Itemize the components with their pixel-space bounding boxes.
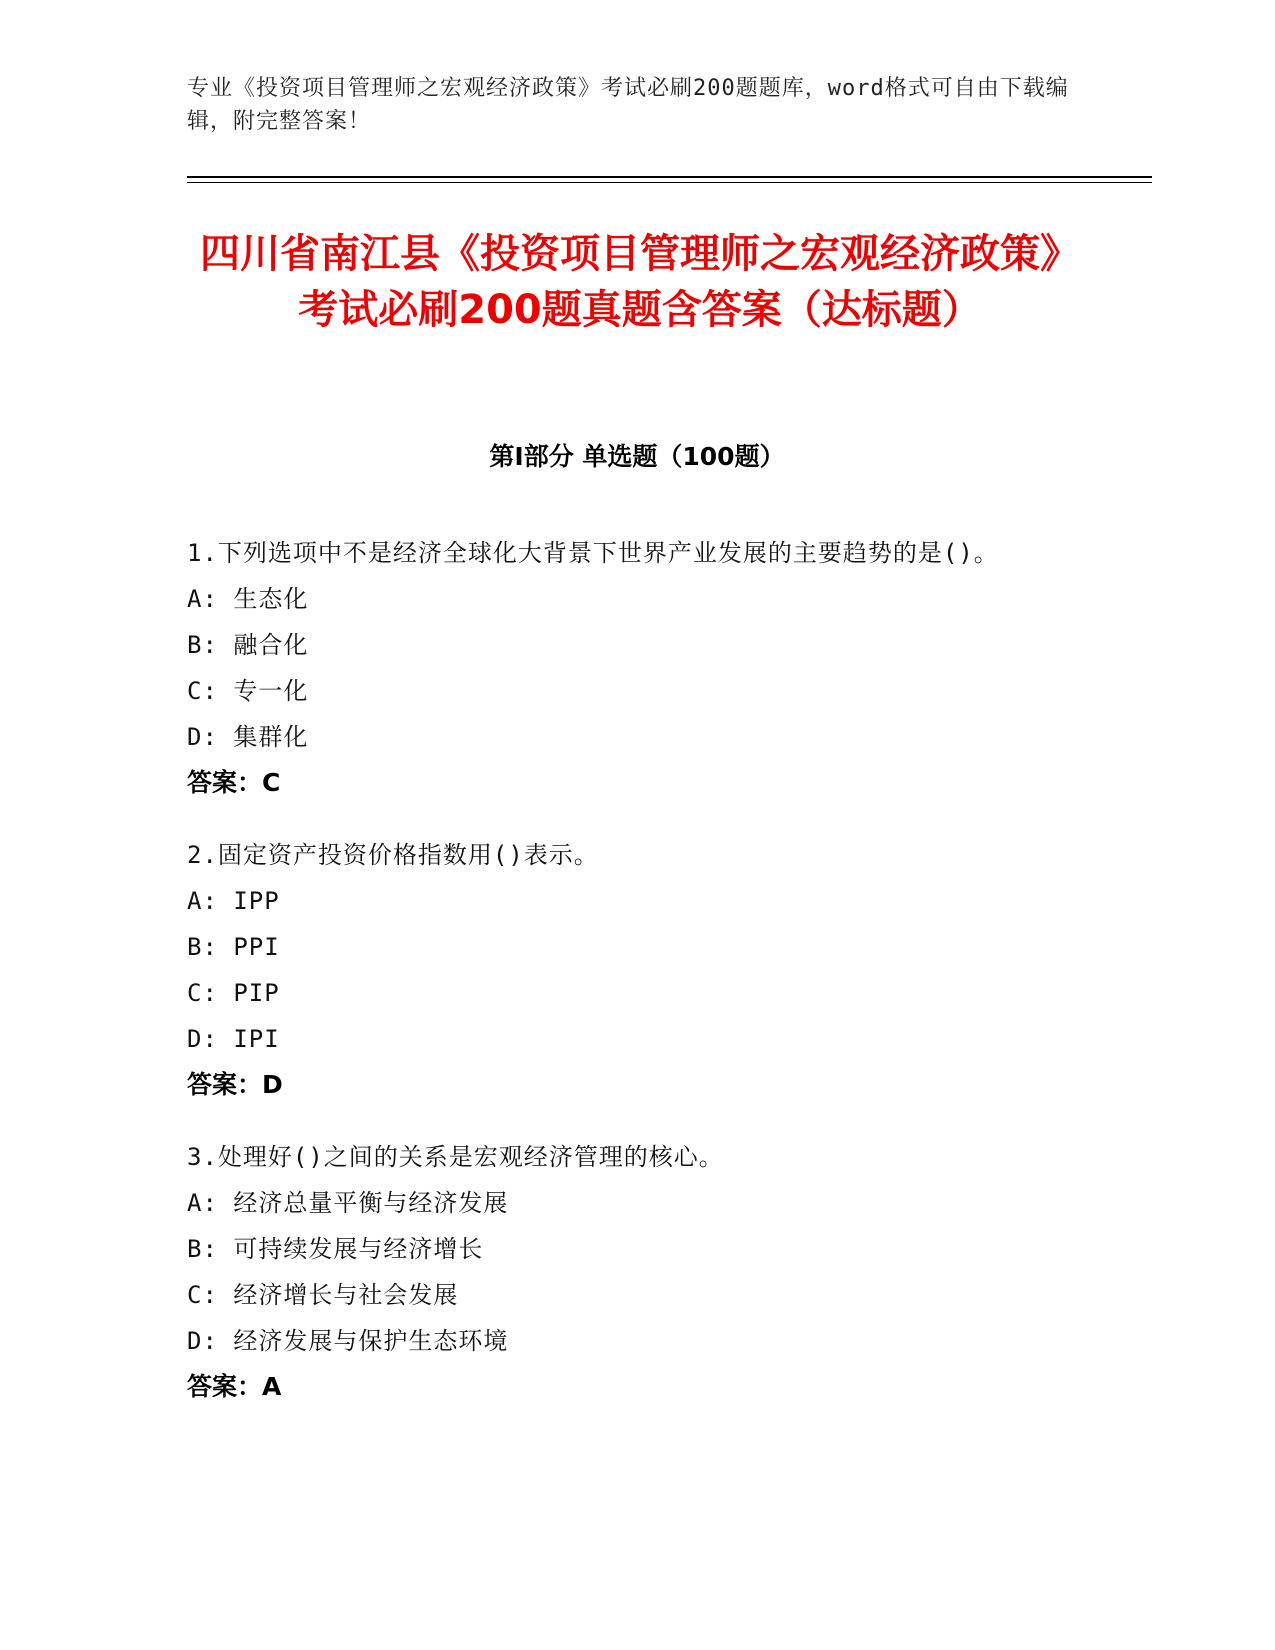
question-stem: 1.下列选项中不是经济全球化大背景下世界产业发展的主要趋势的是()。 — [187, 539, 999, 567]
section-heading: 第Ⅰ部分 单选题（100题） — [489, 442, 785, 471]
option-b: B: PPI — [187, 933, 280, 961]
option-d: D: IPI — [187, 1025, 280, 1053]
option-a: A: 生态化 — [187, 585, 309, 613]
option-c: C: 经济增长与社会发展 — [187, 1281, 459, 1309]
answer-line: 答案：C — [187, 768, 281, 797]
question-stem: 3.处理好()之间的关系是宏观经济管理的核心。 — [187, 1143, 724, 1171]
header-divider-thick — [187, 176, 1152, 178]
option-d: D: 集群化 — [187, 723, 309, 751]
option-d: D: 经济发展与保护生态环境 — [187, 1327, 509, 1355]
question-1 — [187, 530, 1087, 806]
option-c: C: PIP — [187, 979, 280, 1007]
header-divider-thin — [187, 182, 1152, 183]
question-3 — [187, 1134, 1087, 1410]
answer-line: 答案：D — [187, 1070, 283, 1099]
question-list — [187, 530, 1087, 1436]
option-a: A: 经济总量平衡与经济发展 — [187, 1189, 509, 1217]
option-b: B: 可持续发展与经济增长 — [187, 1235, 484, 1263]
document-title: 四川省南江县《投资项目管理师之宏观经济政策》考试必刷200题真题含答案（达标题） — [200, 231, 1080, 333]
header-note: 专业《投资项目管理师之宏观经济政策》考试必刷200题题库，word格式可自由下载编辑，附完整答案！ — [187, 76, 1069, 134]
option-c: C: 专一化 — [187, 677, 309, 705]
answer-line: 答案：A — [187, 1372, 282, 1401]
question-stem: 2.固定资产投资价格指数用()表示。 — [187, 841, 599, 869]
option-b: B: 融合化 — [187, 631, 309, 659]
question-2 — [187, 832, 1087, 1108]
option-a: A: IPP — [187, 887, 280, 915]
